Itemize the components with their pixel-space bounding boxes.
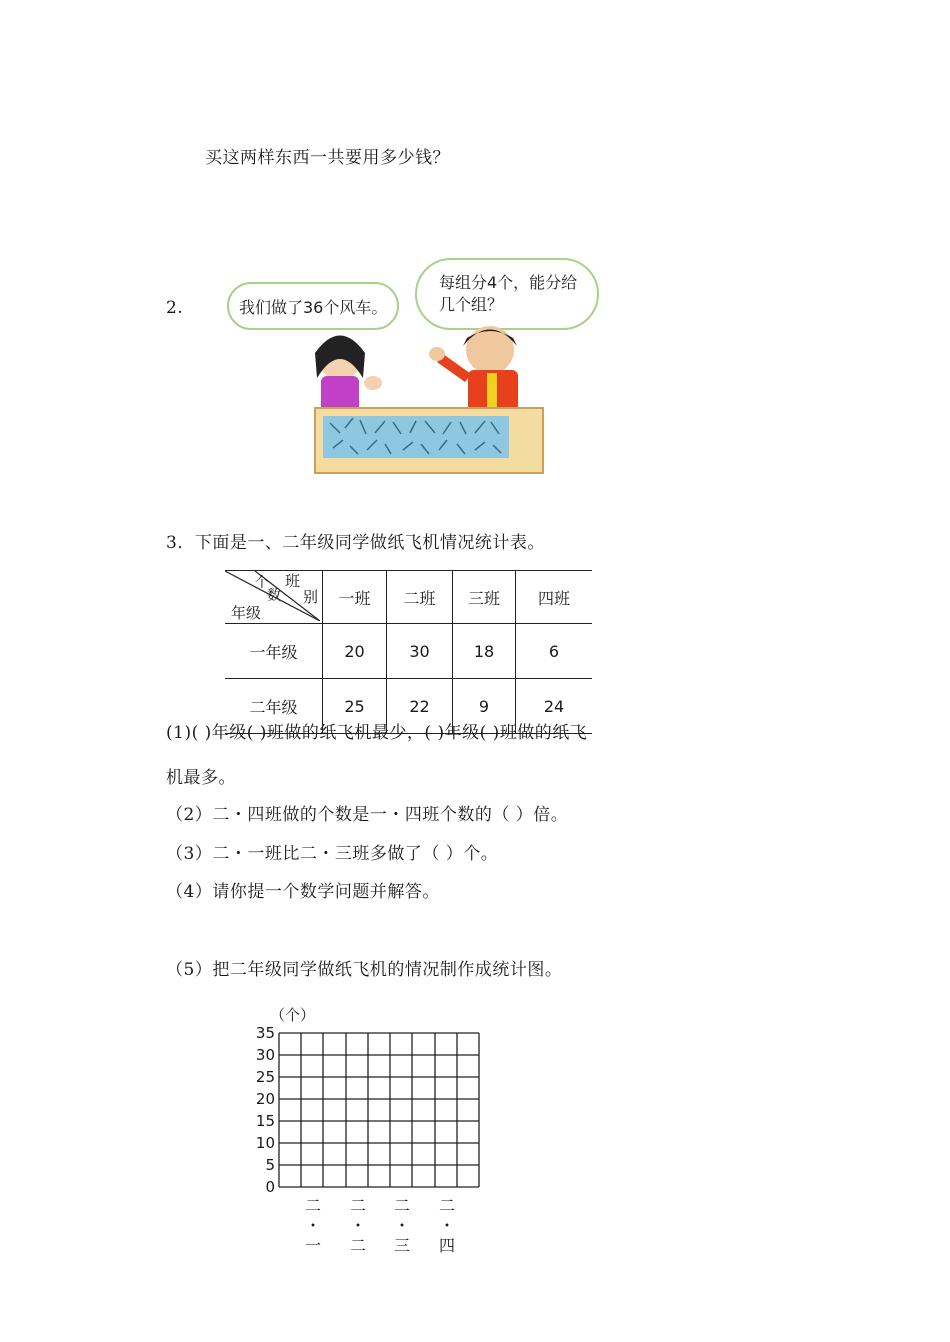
corner-label-ge: 个 (255, 575, 269, 591)
x-axis-label-class1 (302, 1196, 324, 1256)
x-label-char: ・ (393, 1216, 410, 1235)
x-axis-label-class4 (436, 1196, 458, 1256)
girl-speech-text: 我们做了36个风车。 (239, 298, 388, 317)
x-label-char: 一 (304, 1236, 321, 1255)
x-label-char: 二 (393, 1196, 410, 1215)
row-label: 一年级 (225, 624, 323, 679)
x-axis-label-class3 (391, 1196, 413, 1256)
children-pinwheel-scene (225, 258, 605, 483)
sub-question-1-line1: (1)( )年级( )班做的纸飞机最少，( )年级( )班做的纸飞 (166, 723, 588, 743)
x-axis-label-class2 (347, 1196, 369, 1256)
y-tick-label: 5 (265, 1156, 275, 1174)
sub-question-1-line2: 机最多。 (166, 768, 236, 788)
x-label-char: 二 (349, 1236, 366, 1255)
table-cell: 24 (516, 679, 593, 734)
boy-speech-line2: 几个组？ (439, 295, 504, 314)
corner-label-grade: 年级 (231, 604, 262, 622)
table-cell: 22 (387, 679, 453, 734)
table-cell: 30 (387, 624, 453, 679)
table-row (225, 624, 592, 679)
sub-question-2: （2）二・四班做的个数是一・四班个数的（ ）倍。 (166, 805, 569, 825)
x-label-char: 三 (393, 1236, 410, 1255)
y-tick-label: 15 (255, 1112, 275, 1130)
x-label-char: 二 (304, 1196, 321, 1215)
graph-unit-label: （个） (270, 1006, 316, 1024)
row-label: 二年级 (225, 679, 323, 734)
corner-label-shu: 数 (267, 588, 281, 604)
question-title: 3．下面是一、二年级同学做纸飞机情况统计表。 (166, 533, 545, 553)
table-cell: 20 (323, 624, 387, 679)
table-corner-header (225, 571, 323, 624)
question-number: 2. (166, 298, 184, 318)
table-cell: 9 (453, 679, 516, 734)
y-tick-label: 30 (255, 1046, 275, 1064)
column-header: 三班 (453, 571, 516, 624)
y-tick-label: 20 (255, 1090, 275, 1108)
table-cell: 18 (453, 624, 516, 679)
x-label-char: 二 (438, 1196, 455, 1215)
x-label-char: ・ (304, 1216, 321, 1235)
column-header: 四班 (516, 571, 593, 624)
sub-question-5: （5）把二年级同学做纸飞机的情况制作成统计图。 (166, 960, 563, 980)
table-cell: 6 (516, 624, 593, 679)
corner-label-ban: 班 (285, 572, 301, 590)
column-header: 一班 (323, 571, 387, 624)
table-cell: 25 (323, 679, 387, 734)
corner-label-bie: 别 (303, 588, 319, 606)
column-header: 二班 (387, 571, 453, 624)
y-tick-label: 0 (265, 1178, 275, 1196)
x-label-char: 四 (438, 1236, 455, 1255)
illustration (225, 258, 605, 483)
boy-speech-line1: 每组分4个，能分给 (439, 273, 578, 292)
y-tick-label: 10 (255, 1134, 275, 1152)
question-text: 买这两样东西一共要用多少钱？ (205, 148, 450, 168)
x-label-char: ・ (349, 1216, 366, 1235)
graph-grid (278, 1032, 483, 1190)
y-tick-label: 25 (255, 1068, 275, 1086)
sub-question-3: （3）二・一班比二・三班多做了（ ）个。 (166, 844, 499, 864)
y-tick-label: 35 (255, 1024, 275, 1042)
stats-table (225, 570, 592, 734)
x-label-char: ・ (438, 1216, 455, 1235)
x-label-char: 二 (349, 1196, 366, 1215)
sub-question-4: （4）请你提一个数学问题并解答。 (166, 882, 440, 902)
